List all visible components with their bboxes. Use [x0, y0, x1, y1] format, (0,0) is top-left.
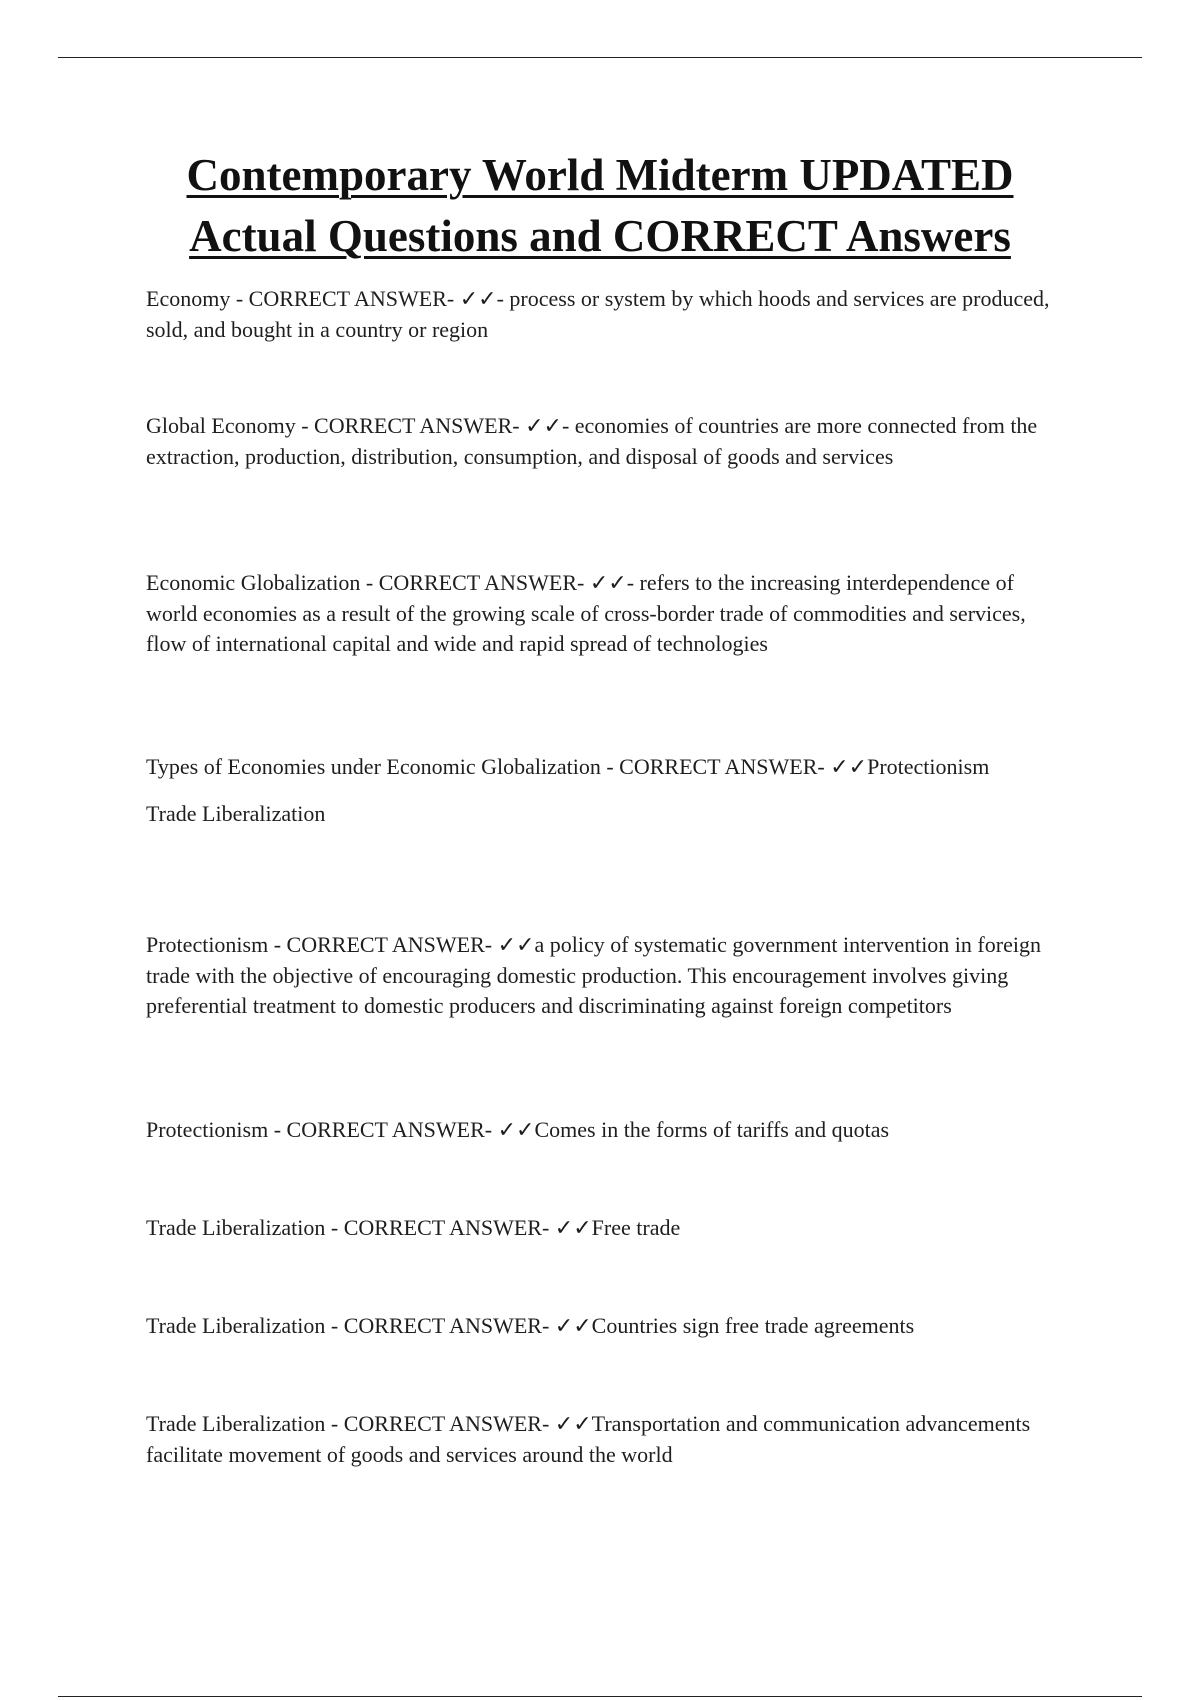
qa-entry-text: Trade Liberalization - CORRECT ANSWER- ✓✓Countries sign free trade agreements [146, 1313, 915, 1338]
qa-entry-text: Economic Globalization - CORRECT ANSWER- ✓✓- refers to the increasing interdependence of world economies as a result of the growing scale of cross-border trade of commodities and services, flow of international capital and wide and rapid spread of technologies [146, 570, 1026, 656]
qa-entry [146, 1115, 1066, 1146]
qa-entry [146, 568, 1066, 660]
qa-entry-text: Protectionism - CORRECT ANSWER- ✓✓a policy of systematic government intervention in foreign trade with the objective of encouraging domestic production. This encouragement involves giving preferential treatment to domestic producers and discriminating against foreign competitors [146, 932, 1041, 1018]
qa-entry [146, 1311, 1066, 1342]
footer-rule [58, 1696, 1142, 1697]
qa-entry [146, 411, 1066, 472]
header-rule [58, 57, 1142, 58]
qa-entry [146, 284, 1066, 345]
qa-entry-text: Protectionism - CORRECT ANSWER- ✓✓Comes in the forms of tariffs and quotas [146, 1117, 890, 1142]
qa-entry-text: Trade Liberalization - CORRECT ANSWER- ✓✓Free trade [146, 1215, 681, 1240]
title-line-1: Contemporary World Midterm UPDATED [186, 150, 1014, 200]
qa-entry-text: Types of Economies under Economic Globalization - CORRECT ANSWER- ✓✓Protectionism [146, 754, 990, 779]
qa-entry [146, 1213, 1066, 1244]
qa-entry-continuation: Trade Liberalization [146, 800, 326, 826]
qa-entry [146, 752, 1066, 829]
qa-entry [146, 1409, 1066, 1470]
document-title [0, 145, 1200, 267]
qa-entry [146, 930, 1066, 1022]
qa-entry-text: Global Economy - CORRECT ANSWER- ✓✓- economies of countries are more connected from the extraction, production, distribution, consumption, and disposal of goods and services [146, 413, 1038, 469]
qa-entry-text: Economy - CORRECT ANSWER- ✓✓- process or system by which hoods and services are produced, sold, and bought in a country or region [146, 286, 1050, 342]
qa-entry-text: Trade Liberalization - CORRECT ANSWER- ✓✓Transportation and communication advancements facilitate movement of goods and services around the world [146, 1411, 1031, 1467]
title-line-2: Actual Questions and CORRECT Answers [189, 211, 1011, 261]
